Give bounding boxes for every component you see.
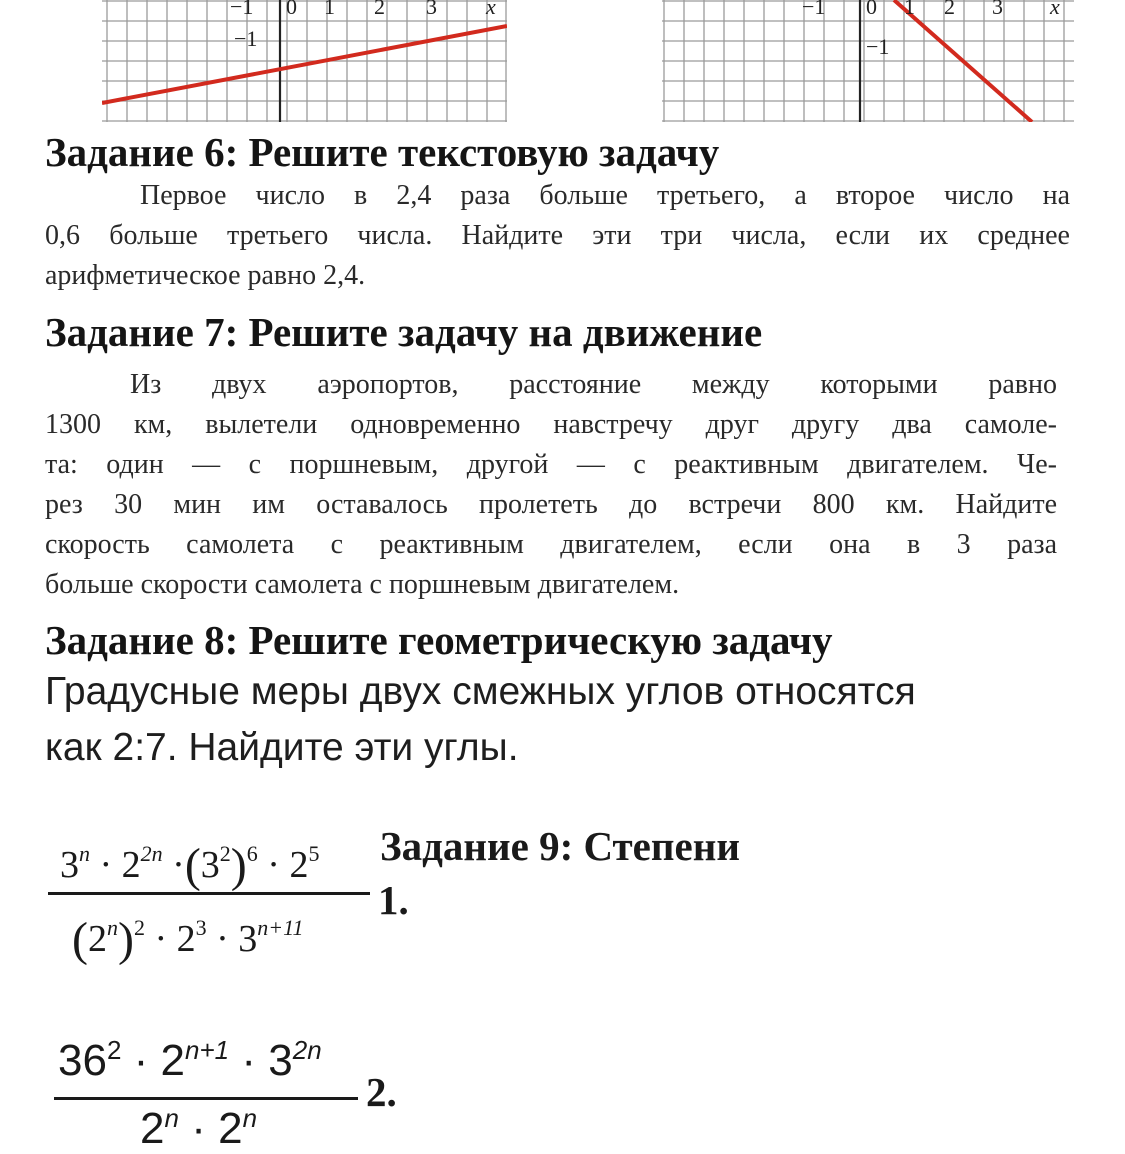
text-line: рез 30 мин им оставалось пролететь до встречи 800 км. Найдите: [45, 489, 1057, 520]
base: 2: [121, 844, 141, 886]
tick-label: 0: [866, 0, 877, 19]
task8-line-1: Градусные меры двух смежных углов относятся: [45, 670, 916, 713]
task9-item2-label: 2.: [366, 1069, 397, 1115]
exponent: n+11: [257, 915, 304, 940]
graph-left-grid: [102, 0, 507, 122]
exponent: 2: [133, 915, 145, 940]
y-tick-label: −1: [866, 34, 890, 59]
tick-label: 3: [426, 0, 437, 19]
base: 3: [238, 918, 258, 960]
base: 3: [200, 844, 220, 886]
tick-label: −1: [802, 0, 826, 19]
text-line: та: один — с поршневым, другой — с реактивным двигателем. Че-: [45, 449, 1057, 480]
exponent: 5: [308, 841, 320, 866]
exponent: n: [79, 841, 90, 866]
exponent: 2n: [140, 841, 163, 866]
exponent: 3: [195, 915, 207, 940]
exponent: 2n: [292, 1035, 322, 1065]
text-line: Из двух аэропортов, расстояние между которыми равно: [130, 369, 1057, 400]
task9-heading: Задание 9: Степени: [380, 823, 740, 869]
base: 2: [140, 1104, 165, 1153]
base: 2: [218, 1104, 243, 1153]
exponent: 6: [246, 841, 258, 866]
task6-heading: Задание 6: Решите текстовую задачу: [45, 129, 720, 175]
base: 36: [58, 1036, 107, 1085]
x-axis-label: x: [486, 0, 496, 19]
formula2-numerator: $36^2 \cdot 2^{n+1} \cdot 3^{2n}$: [58, 1035, 322, 1085]
exponent: n: [164, 1103, 179, 1133]
text-line: 1300 км, вылетели одновременно навстречу друг другу два самоле-: [45, 409, 1057, 440]
base: 2: [87, 918, 107, 960]
formula1-numerator: $3^n \cdot 2^{2n} \cdot(3^2)^6 \cdot 2^5$: [60, 839, 320, 892]
task6-text: [45, 176, 1070, 296]
exponent: n: [106, 915, 118, 940]
tick-label: −1: [230, 0, 254, 19]
text-line: больше скорости самолета с поршневым двигателем.: [45, 569, 680, 600]
text-line: арифметическое равно 2,4.: [45, 260, 366, 291]
formula1-fraction-bar: [48, 892, 370, 895]
tick-label: 0: [286, 0, 297, 19]
exponent: n: [242, 1103, 258, 1133]
tick-label: 1: [904, 0, 915, 19]
task8-line-2: как 2:7. Найдите эти углы.: [45, 726, 519, 769]
base: 2: [289, 844, 309, 886]
base: 2: [176, 918, 196, 960]
base: 3: [268, 1036, 293, 1085]
text-line: скорость самолета с реактивным двигателем, если она в 3 раза: [45, 529, 1057, 560]
y-tick-label: −1: [234, 26, 258, 51]
formula1-denominator: $(2^n)^2 \cdot 2^3 \cdot 3^{n+11}$: [72, 913, 304, 966]
formula2-fraction-bar: [54, 1097, 358, 1100]
graph-right: [662, 0, 1074, 122]
x-axis-label: x: [1050, 0, 1060, 19]
task8-heading: Задание 8: Решите геометрическую задачу: [45, 617, 833, 663]
text-line: 0,6 больше третьего числа. Найдите эти три числа, если их среднее: [45, 220, 1070, 251]
tick-label: 3: [992, 0, 1003, 19]
task9-item1-label: 1.: [378, 877, 409, 923]
exponent: 2: [106, 1035, 122, 1065]
task7-text: [45, 365, 1057, 605]
tick-label: 1: [324, 0, 335, 19]
base: 3: [60, 844, 79, 886]
exponent: 2: [219, 841, 231, 866]
text-line: Первое число в 2,4 раза больше третьего, а второе число на: [140, 180, 1070, 211]
tick-label: 2: [374, 0, 385, 19]
exponent: n+1: [185, 1035, 230, 1065]
formula2-denominator: 2$^n$ · 2$^n$: [140, 1103, 258, 1153]
graph-left: [102, 0, 507, 122]
task7-heading: Задание 7: Решите задачу на движение: [45, 309, 763, 355]
base: 2: [160, 1036, 186, 1085]
graph-line: [102, 26, 507, 103]
tick-label: 2: [944, 0, 955, 19]
